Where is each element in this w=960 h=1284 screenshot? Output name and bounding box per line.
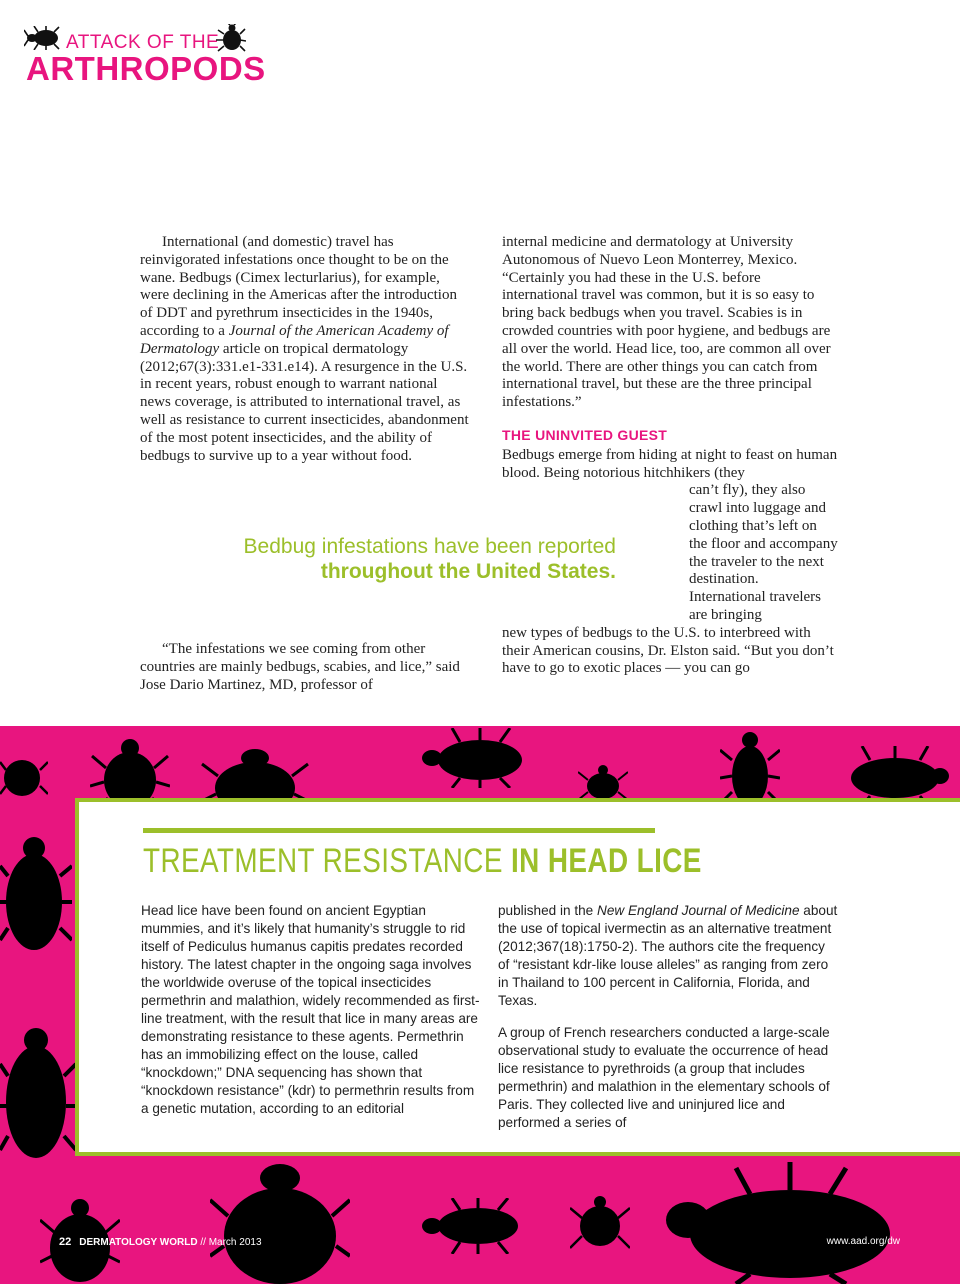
sidebar-paragraph: published in the New England Journal of Medicine about the use of topical ivermectin as an alternative treatment (2012;367(18):1750-2). The authors cite the frequency of “resistant kdr-like louse alleles” as ranging from zero in Thailand to 100 percent in California, Florida, and Texas. bbox=[498, 903, 838, 1008]
article-paragraph: International (and domestic) travel has reinvigorated infestations once thought to be on the wane. Bedbugs (Cimex lecturlarius), for example, were declining in the Americas after the introduction of DDT and pyrethrum insecticides in the 1940s, according to a Journal of the American Academy of Dermatology article on tropical dermatology (2012;67(3):331.e1-331.e14). A resurgence in the U.S. in recent years, robust enough to warrant national news coverage, is attributed to international travel, as well as resistance to current insecticides, abandonment of the most potent insecticides, and the ability of bedbugs to survive up to a year without food. bbox=[140, 234, 469, 464]
pull-quote bbox=[160, 534, 616, 584]
article-column-1-continued bbox=[140, 641, 470, 694]
pull-quote-line-1: Bedbug infestations have been reported bbox=[243, 535, 616, 558]
sidebar-paragraph: A group of French researchers conducted a large-scale observational study to evaluate the occurrence of head lice resistance to pyrethroids (a group that includes permethrin) and malathion in the elementary schools of Paris. They collected live and uninjured lice and performed a series of bbox=[498, 1025, 830, 1130]
section-header bbox=[24, 24, 264, 86]
article-paragraph-wrap: can’t fly), they also crawl into luggage and clothing that’s left on the floor and accompany the traveler to the next destination. International travelers are bringing bbox=[689, 482, 838, 623]
article-paragraph: “The infestations we see coming from other countries are mainly bedbugs, scabies, and lice,” said Jose Dario Martinez, MD, professor of bbox=[140, 641, 460, 693]
article-paragraph: new types of bedbugs to the U.S. to interbreed with their American cousins, Dr. Elston said. “But you don’t have to go to exotic places — you can go bbox=[502, 624, 834, 677]
bedbug-icon bbox=[24, 26, 64, 50]
louse-silhouette-icon bbox=[0, 836, 72, 956]
sidebar-column-2 bbox=[498, 902, 838, 1132]
journal-title: New England Journal of Medicine bbox=[597, 903, 800, 918]
louse-silhouette-icon bbox=[840, 746, 950, 806]
section-title: ARTHROPODS bbox=[26, 50, 266, 87]
bedbug-silhouette-icon bbox=[0, 750, 48, 800]
footer-left bbox=[59, 1236, 262, 1248]
article-column-2 bbox=[502, 234, 838, 678]
sidebar-title: TREATMENT RESISTANCE IN HEAD LICE bbox=[143, 842, 702, 880]
article-column-1 bbox=[140, 234, 470, 465]
article-subhead: THE UNINVITED GUEST bbox=[502, 426, 668, 443]
publication-name: DERMATOLOGY WORLD bbox=[79, 1237, 198, 1248]
sidebar-rule bbox=[143, 828, 655, 833]
journal-title: Journal of the American Academy of Dermatology bbox=[140, 322, 449, 357]
sidebar-column-1 bbox=[141, 902, 481, 1118]
page-footer bbox=[0, 1232, 960, 1252]
bedbug-silhouette-icon bbox=[210, 1156, 350, 1284]
sidebar-paragraph: Head lice have been found on ancient Egyptian mummies, and it’s likely that humanity’s struggle to rid itself of Pediculus humanus capitis predates recorded history. The latest chapter in the ongoing saga involves the worldwide overuse of the topical insecticides permethrin and malathion, widely recommended as first-line treatment, with the result that lice in many areas are demonstrating resistance to these agents. Permethrin has an immobilizing effect on the louse, called “knockdown;” DNA sequencing has shown that “knockdown resistance” (kdr) to permethrin results from a genetic mutation, according to an editorial bbox=[141, 903, 480, 1116]
louse-icon bbox=[216, 24, 246, 52]
pull-quote-line-2: throughout the United States. bbox=[320, 560, 616, 583]
section-kicker: ATTACK OF THE bbox=[66, 32, 220, 53]
bedbug-silhouette-icon bbox=[0, 1026, 76, 1166]
page-number: 22 bbox=[59, 1236, 72, 1248]
sidebar-box bbox=[75, 798, 960, 1156]
louse-silhouette-icon bbox=[660, 1158, 900, 1284]
article-paragraph: internal medicine and dermatology at University Autonomous of Nuevo Leon Monterrey, Mexico. “Certainly you had these in the U.S. before international travel was common, but it is so easy to bring back bedbugs when you travel. Scabies is in crowded countries with poor hygiene, and bedbugs are all over the world. Head lice, too, are common all over the world. There are other things you can catch from international travel, but these are the three principal infestations.” bbox=[502, 234, 831, 411]
footer-url[interactable]: www.aad.org/dw bbox=[826, 1236, 900, 1247]
issue-date: // March 2013 bbox=[197, 1237, 262, 1248]
bedbug-silhouette-icon bbox=[578, 762, 628, 802]
louse-silhouette-icon bbox=[420, 728, 530, 788]
article-paragraph: Bedbugs emerge from hiding at night to feast on human blood. Being notorious hitchhikers (they bbox=[502, 446, 838, 481]
